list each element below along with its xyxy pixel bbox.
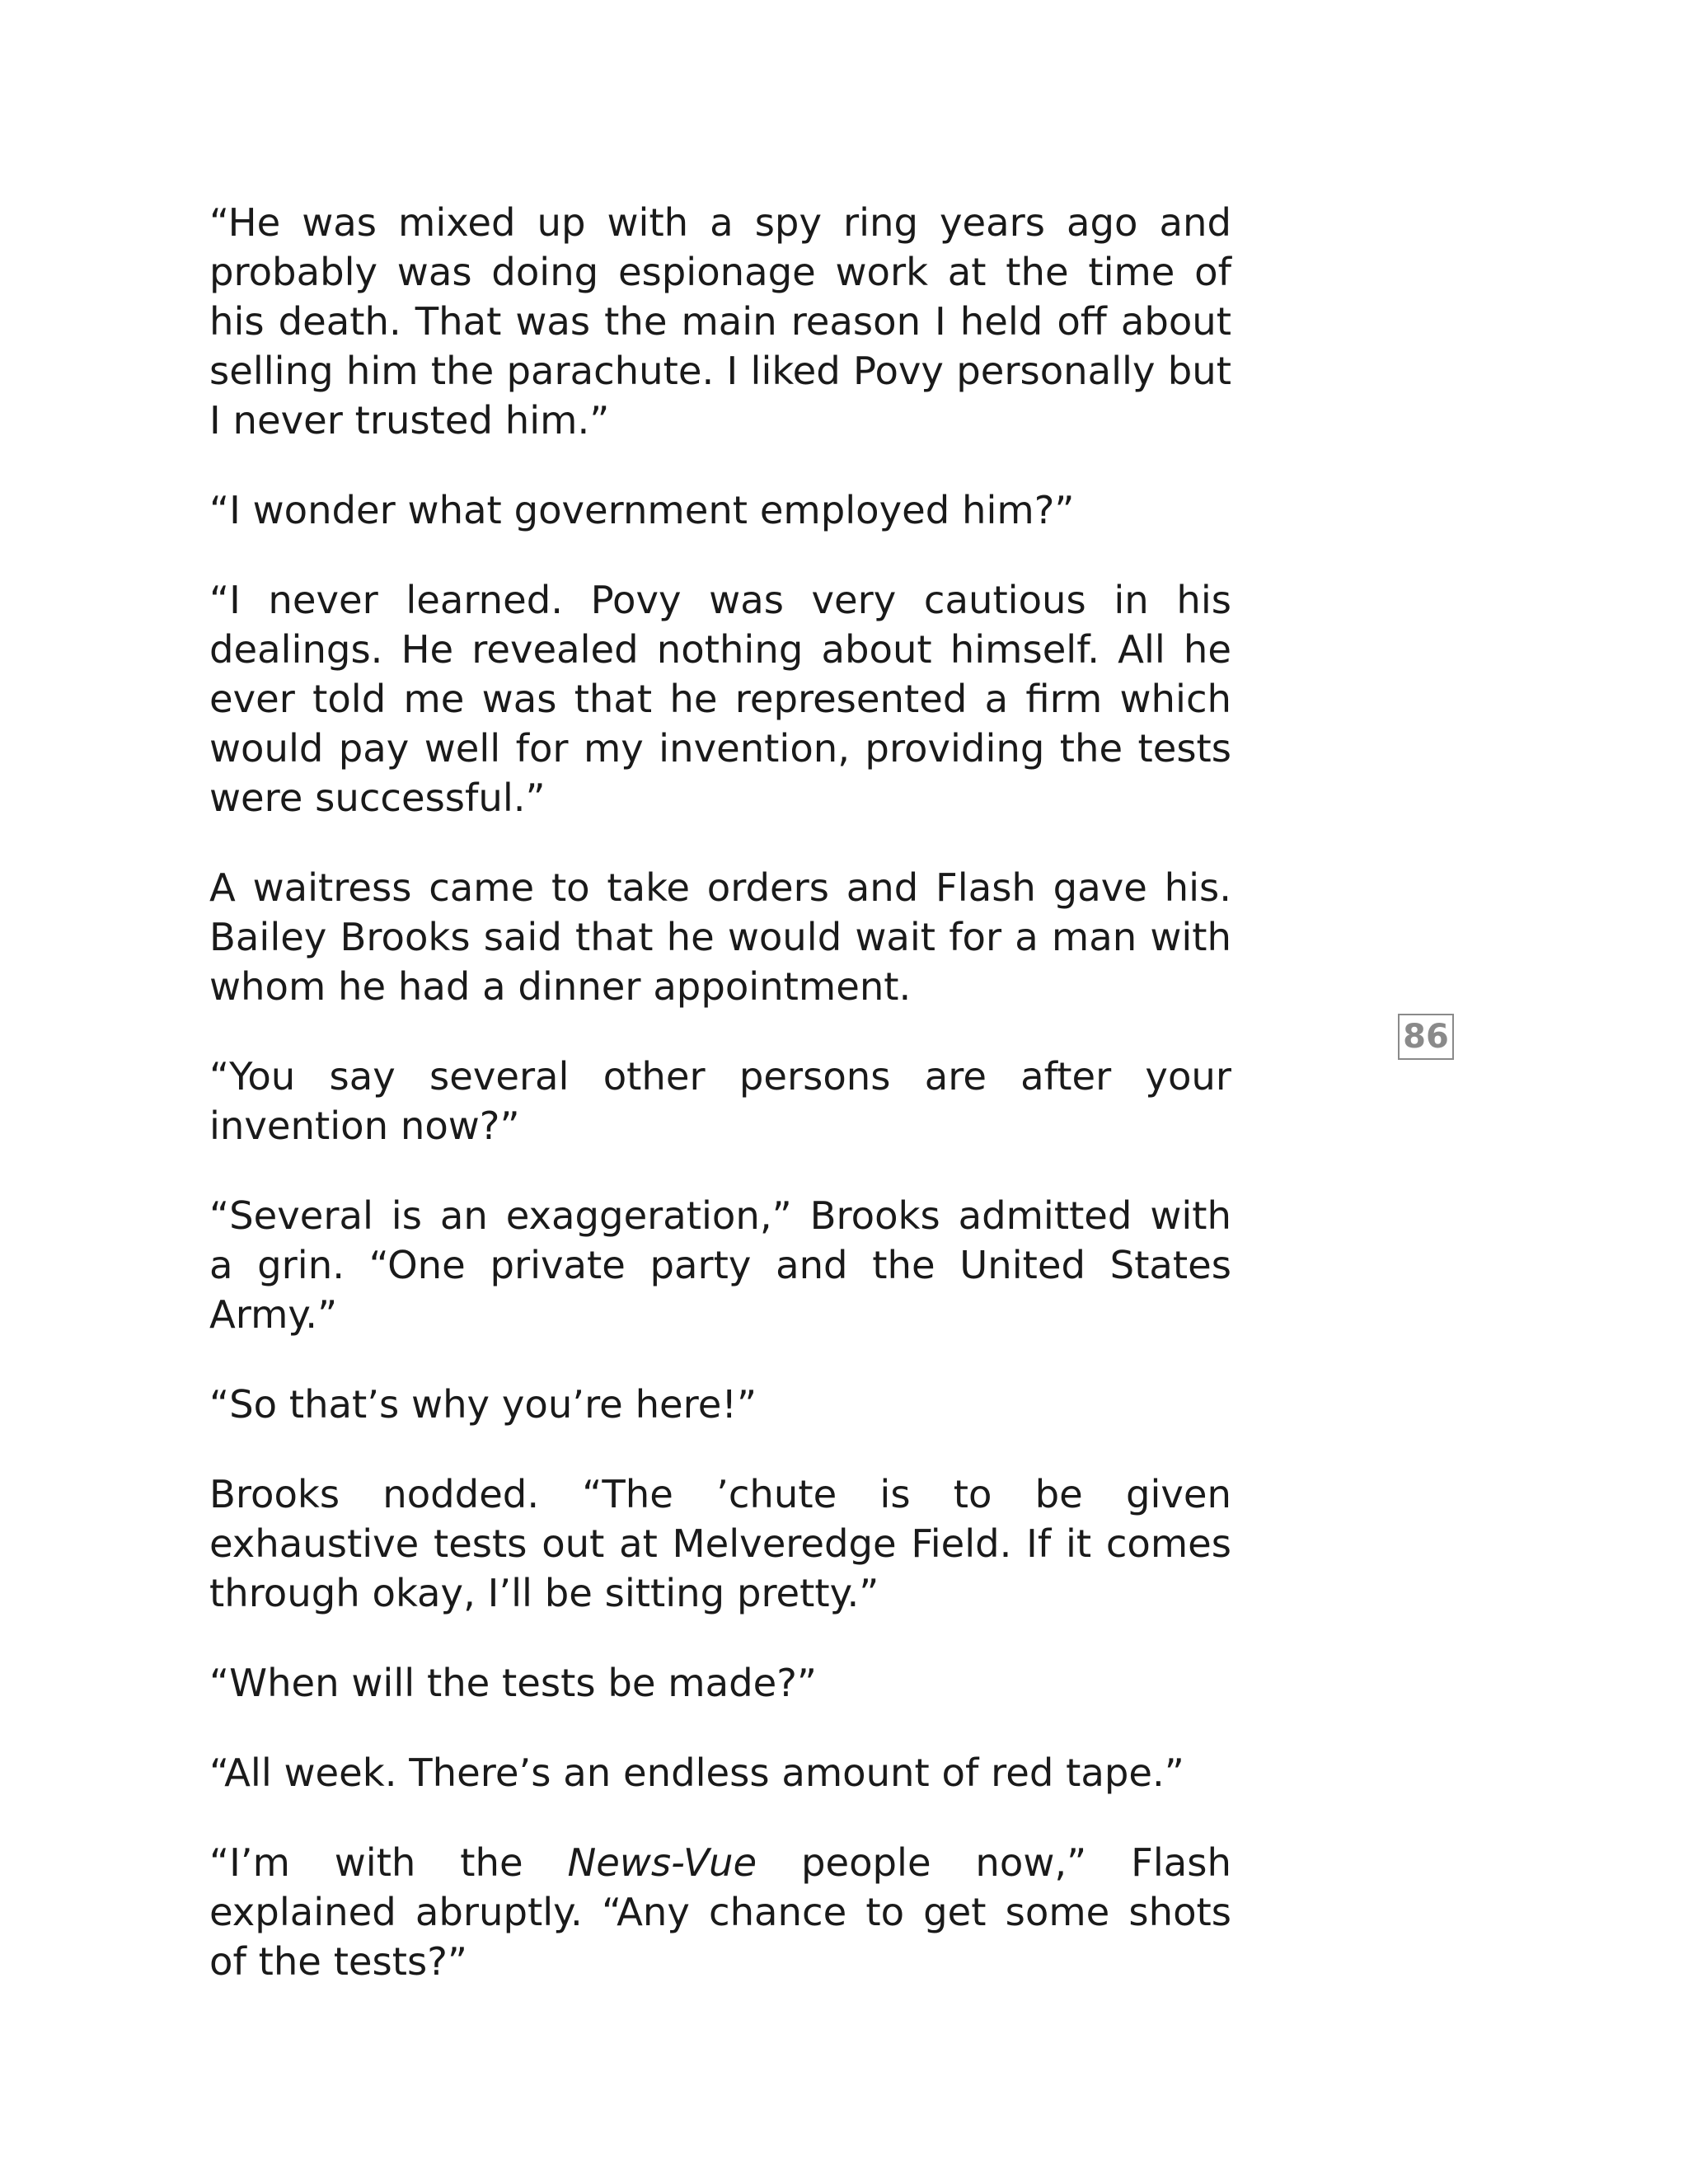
paragraph-text: people now,” Flash explained abruptly. “Any chance to get some shots of the tests?”	[209, 1840, 1231, 1984]
paragraph: Brooks nodded. “The ’chute is to be given exhaustive tests out at Melveredge Field. If it comes through okay, I’ll be sitting pretty.”	[209, 1472, 1231, 1615]
paragraph: “You say several other persons are after your invention now?”	[209, 1054, 1231, 1148]
paragraph: “I wonder what government employed him?”	[209, 488, 1075, 532]
paragraph: “I never learned. Povy was very cautious in his dealings. He revealed nothing about himself. All he ever told me was that he represented a firm which would pay well for my invention, providing the tests were successful.”	[209, 578, 1231, 820]
paragraph-last	[209, 1838, 1231, 1986]
paragraph: “He was mixed up with a spy ring years ago and probably was doing espionage work at the time of his death. That was the main reason I held off about selling him the parachute. I liked Povy personally but I never trusted him.”	[209, 200, 1231, 443]
paragraph: “All week. There’s an endless amount of red tape.”	[209, 1750, 1184, 1795]
paragraph: “When will the tests be made?”	[209, 1661, 817, 1705]
publication-name: News-Vue	[567, 1840, 757, 1885]
body-text	[209, 198, 1231, 2027]
page-number: 86	[1398, 1014, 1454, 1060]
paragraph: A waitress came to take orders and Flash gave his. Bailey Brooks said that he would wait for a man with whom he had a dinner appointment.	[209, 865, 1231, 1009]
paragraph-text: “I’m with the	[209, 1840, 568, 1885]
paragraph: “Several is an exaggeration,” Brooks admitted with a grin. “One private party and the United States Army.”	[209, 1193, 1231, 1337]
paragraph: “So that’s why you’re here!”	[209, 1382, 757, 1427]
